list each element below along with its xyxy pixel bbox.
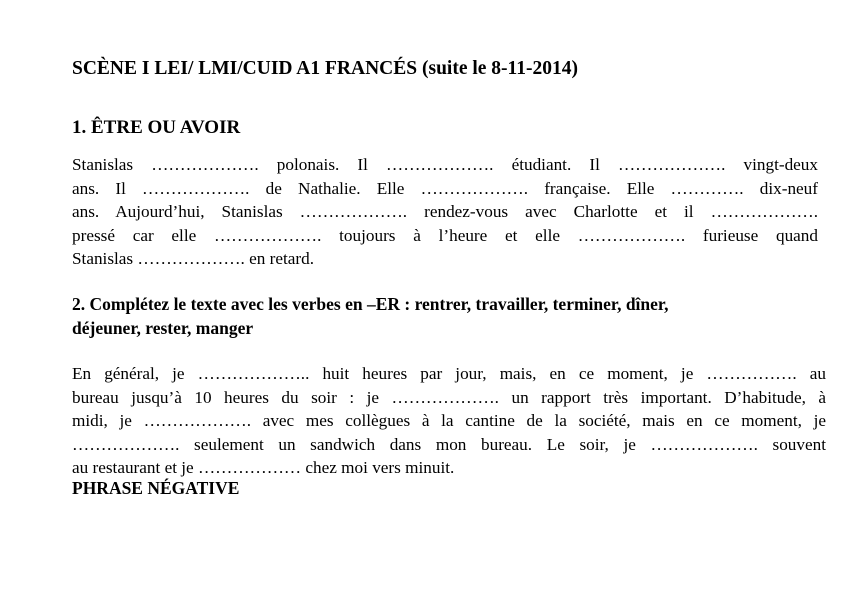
exercise-line: midi, je ………………. avec mes collègues à la cantine de la société, mais en ce moment, je xyxy=(72,411,826,431)
exercise-line: Stanislas ………………. en retard. xyxy=(72,249,315,269)
exercise-line: ………………. seulement un sandwich dans mon bureau. Le soir, je ………………. souvent xyxy=(72,434,826,454)
exercise-line: En général, je ……………….. huit heures par jour, mais, en ce moment, je ……………. au xyxy=(72,364,826,383)
exercise-line: ans. Aujourd’hui, Stanislas ………………. rendez-vous avec Charlotte et il ………………. xyxy=(72,202,818,222)
exercise-line: au restaurant et je ……………… chez moi vers minuit. xyxy=(72,458,455,478)
section-2-heading-line: déjeuner, rester, manger xyxy=(72,317,254,338)
section-2-heading xyxy=(72,293,668,340)
exercise-line: pressé car elle ………………. toujours à l’heure et elle ………………. furieuse quand xyxy=(72,225,818,245)
section-2-heading-line: 2. Complétez le texte avec les verbes en –ER : rentrer, travailler, terminer, dîner, xyxy=(72,294,669,314)
section-1-heading: 1. ÊTRE OU AVOIR xyxy=(72,117,241,138)
section-2-exercise-text xyxy=(72,362,826,480)
section-1-exercise-text xyxy=(72,153,818,271)
exercise-line: Stanislas ………………. polonais. Il ………………. étudiant. Il ………………. vingt-deux xyxy=(72,155,818,174)
section-3-heading: PHRASE NÉGATIVE xyxy=(72,478,240,498)
exercise-line: ans. Il ………………. de Nathalie. Elle ………………. française. Elle …………. dix-neuf xyxy=(72,178,818,198)
document-title: SCÈNE I LEI/ LMI/CUID A1 FRANCÉS (suite le 8-11-2014) xyxy=(72,58,578,79)
exercise-line: bureau jusqu’à 10 heures du soir : je ………………. un rapport très important. D’habitude, à xyxy=(72,387,826,407)
